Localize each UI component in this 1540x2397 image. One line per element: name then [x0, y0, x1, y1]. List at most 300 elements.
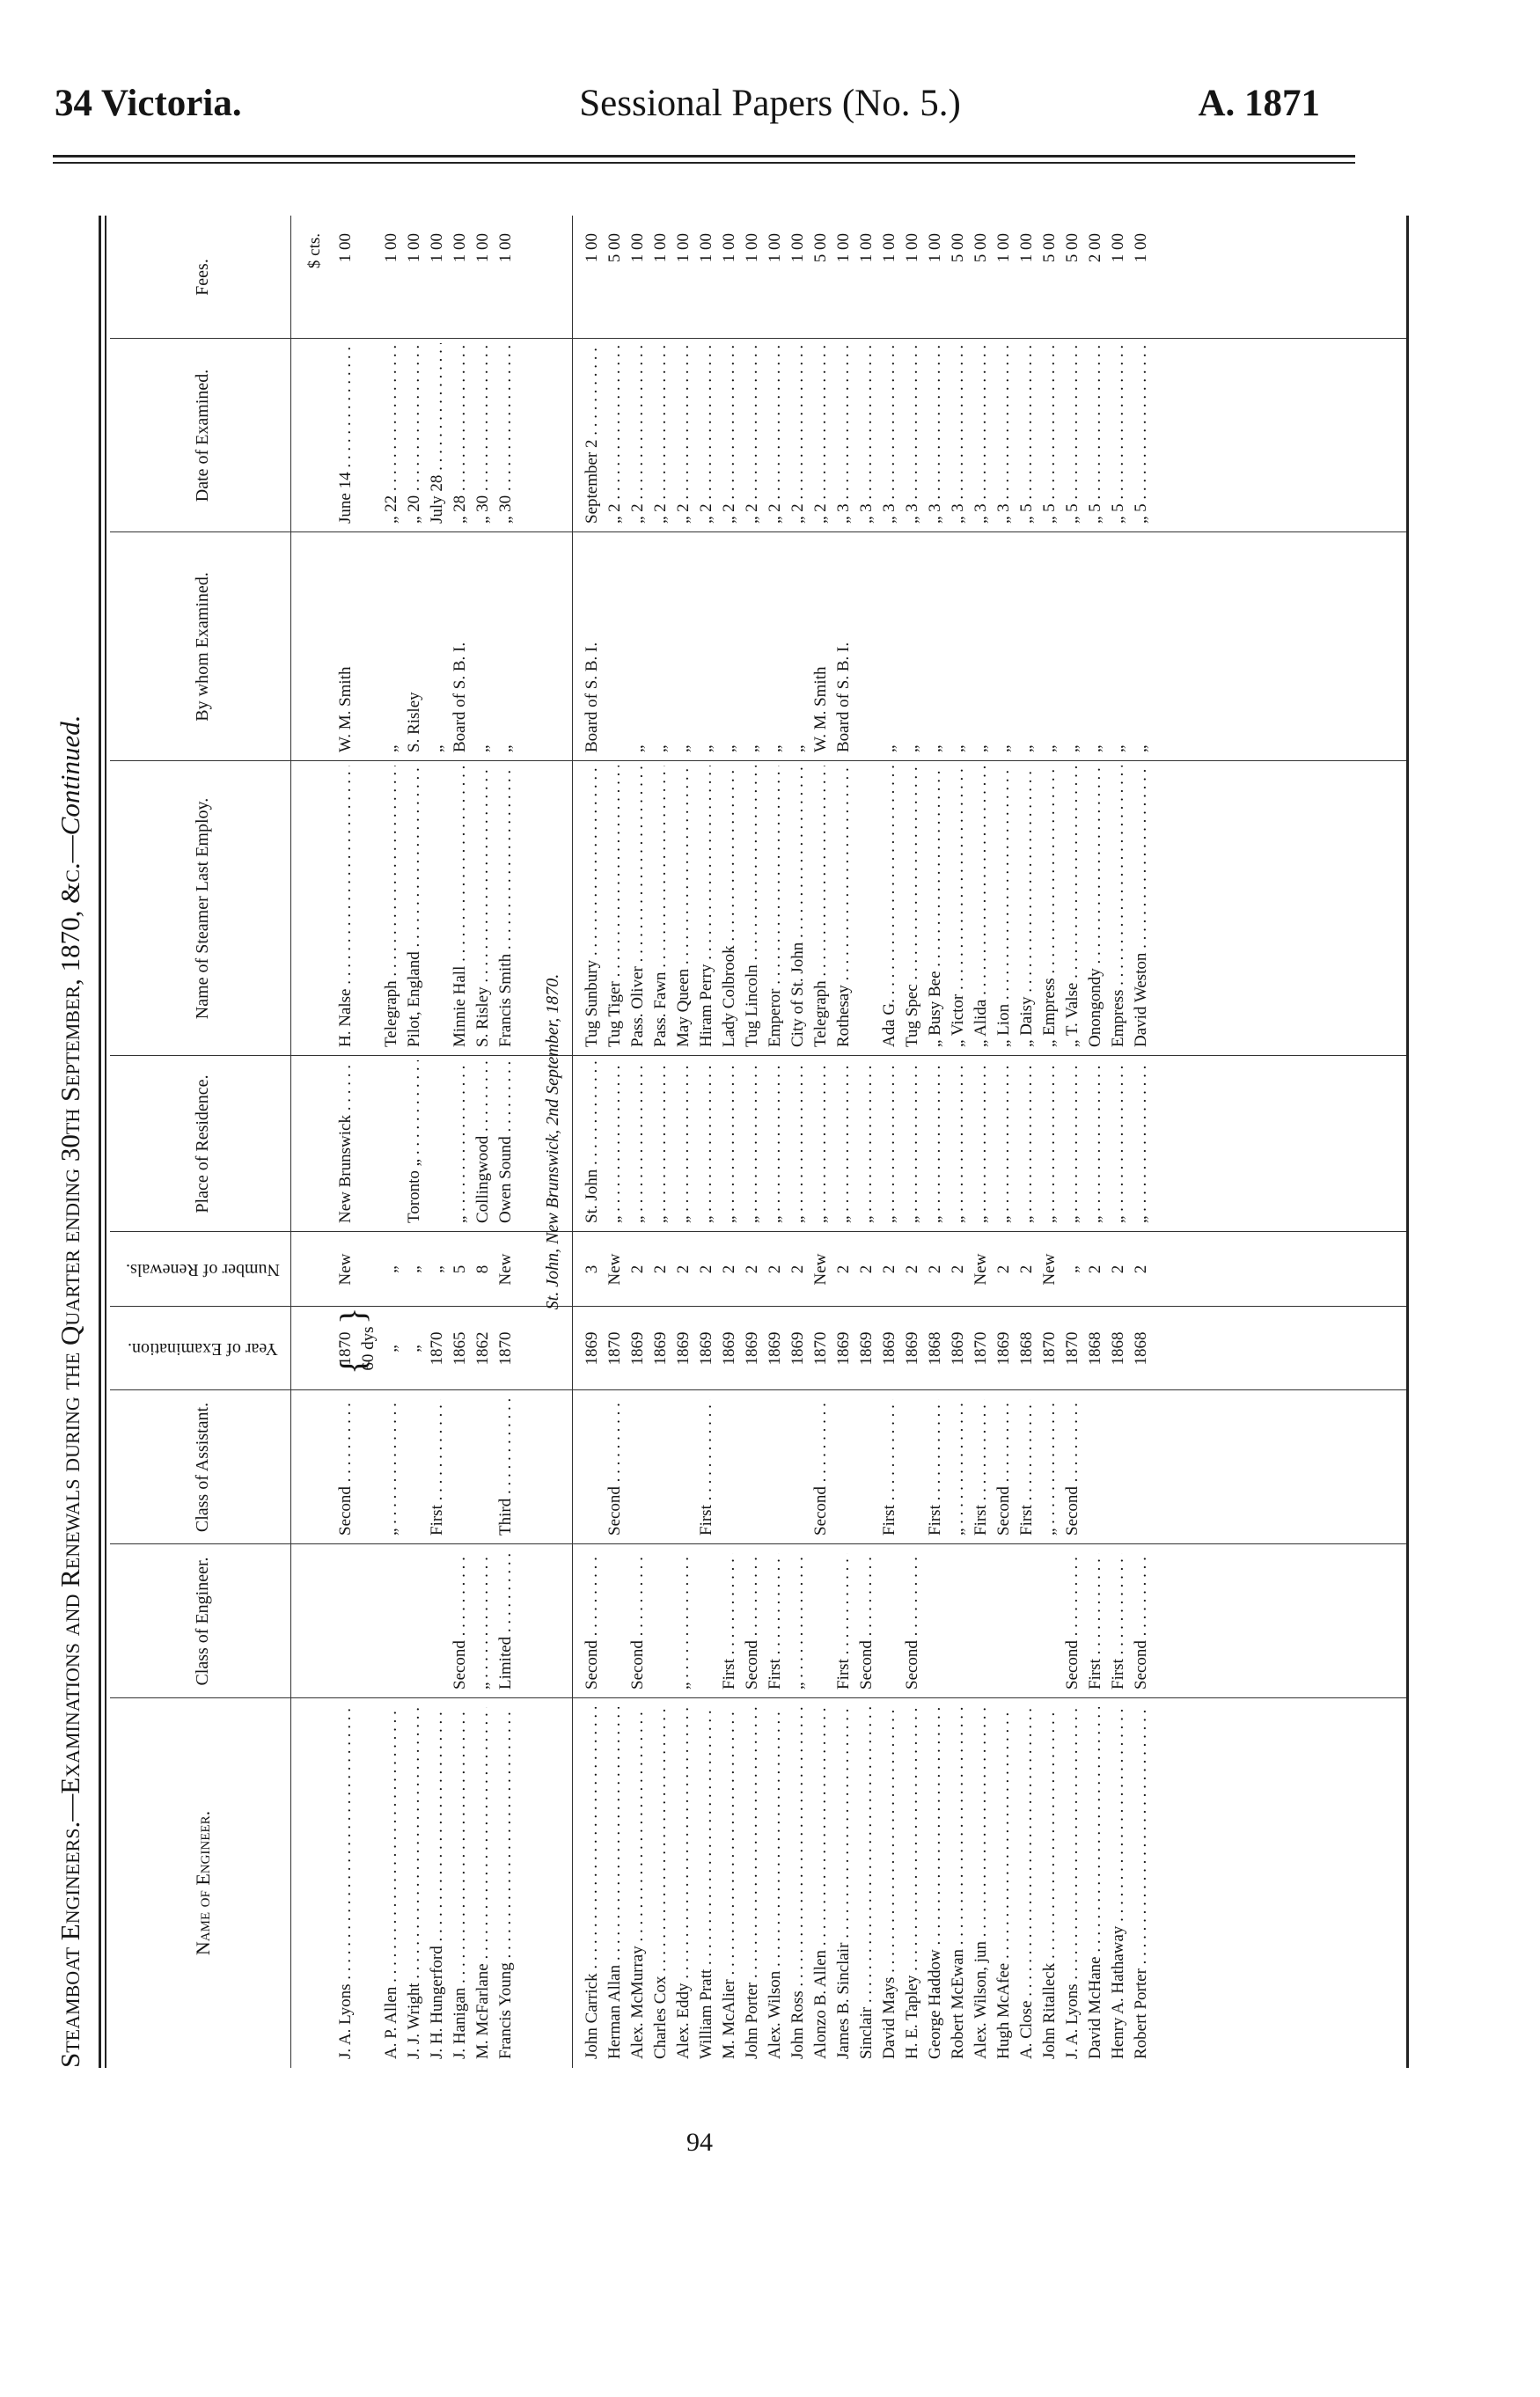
cell-examiner: [604, 537, 627, 752]
cell-residence: „ . . .: [604, 1060, 627, 1223]
table-title-text: Steamboat Engineers.—Examinations and Renewals during the Quarter ending 30th September, 1870, &c.—: [55, 835, 85, 2068]
running-header: [0, 81, 1540, 134]
cell-name: Henry A. Hathaway . . .: [1107, 1707, 1130, 2059]
cell-date: „ 3 . . .: [878, 343, 901, 524]
cell-year: 1869: [697, 1331, 715, 1366]
cell-renewals: New: [336, 1253, 355, 1286]
cell-renewals: 2: [857, 1264, 876, 1274]
cell-examiner: „: [1132, 744, 1150, 752]
cell-name: Charles Cox . . .: [649, 1707, 672, 2059]
cell-residence: „ . . .: [672, 1060, 695, 1223]
cell-fees: 1 00: [451, 233, 469, 263]
table-row: [787, 216, 810, 2068]
cell-class-assistant: [901, 1399, 924, 1536]
cell-residence: „ . . .: [1016, 1060, 1038, 1223]
cell-renewals: 8: [473, 1264, 492, 1274]
cell-residence: „ . . .: [878, 1060, 901, 1223]
cell-date: „ 2 . . .: [695, 343, 718, 524]
cell-renewals: „: [405, 1265, 423, 1273]
cell-class-assistant: Second . . .: [993, 1399, 1016, 1536]
cell-steamer: S. Risley . . .: [472, 766, 495, 1047]
cell-year: 1868: [1109, 1331, 1127, 1366]
cell-fees: 1 00: [1132, 233, 1150, 263]
cell-residence: „ . . .: [970, 1060, 993, 1223]
cell-class-assistant: Second . . .: [810, 1399, 832, 1536]
cell-date: „ 28 . . .: [449, 343, 472, 524]
cell-examiner: „: [903, 744, 921, 752]
table-row: [1061, 216, 1084, 2068]
cell-residence: New Brunswick . . .: [334, 1060, 357, 1223]
table-row: [718, 216, 741, 2068]
cell-class-assistant: [1084, 1399, 1107, 1536]
cell-class-engineer: [426, 1553, 449, 1690]
table-row: [810, 216, 832, 2068]
cell-residence: „ . . .: [764, 1060, 787, 1223]
cell-date: „ 5 . . .: [1107, 343, 1130, 524]
cell-residence: „ . . .: [649, 1060, 672, 1223]
cell-name: Hugh McAfee . . .: [993, 1707, 1016, 2059]
cell-date: „ 22 . . .: [380, 343, 403, 524]
cell-residence: „ . . .: [947, 1060, 970, 1223]
col-header-fees: Fees.: [192, 259, 212, 296]
cell-class-engineer: First . . .: [1107, 1553, 1130, 1690]
cell-year: 1865: [451, 1331, 469, 1366]
cell-examiner: „: [743, 744, 761, 752]
cell-residence: „ . . .: [1038, 1060, 1061, 1223]
cell-name: John Carrick . . .: [581, 1707, 604, 2059]
cell-class-assistant: [403, 1399, 426, 1536]
col-header-name: Name of Engineer.: [191, 1810, 214, 1956]
cell-name: David McHane . . .: [1084, 1707, 1107, 2059]
cell-renewals: [357, 1236, 380, 1302]
cell-class-assistant: [741, 1399, 764, 1536]
cell-examiner: „: [994, 744, 1013, 752]
cell-year: 1870: [972, 1331, 990, 1366]
col-header-class-assistant: Class of Assistant.: [192, 1402, 212, 1533]
cell-class-assistant: [449, 1399, 472, 1536]
table-bottom-rule: [1406, 216, 1409, 2068]
cell-residence: Toronto „ . . .: [403, 1060, 426, 1223]
cell-examiner: „: [473, 744, 492, 752]
cell-examiner: „: [926, 744, 944, 752]
cell-renewals: 2: [1109, 1264, 1127, 1274]
cell-examiner: „: [697, 744, 715, 752]
cell-year: 60 dys: [359, 1326, 378, 1371]
cell-name: Alex. Wilson, jun . . .: [970, 1707, 993, 2059]
cell-year: 1869: [720, 1331, 738, 1366]
cell-class-assistant: „ . . .: [1038, 1399, 1061, 1536]
cell-steamer: Tug Sunbury . . .: [581, 766, 604, 1047]
table-row: [649, 216, 672, 2068]
cell-class-engineer: First . . .: [1084, 1553, 1107, 1690]
cell-date: „ 30 . . .: [472, 343, 495, 524]
cell-steamer: „ Daisy . . .: [1016, 766, 1038, 1047]
cell-class-assistant: [718, 1399, 741, 1536]
cell-renewals: 2: [1132, 1264, 1150, 1274]
cell-date: June 14 . . .: [334, 343, 357, 524]
cell-steamer: Ada G. . . .: [878, 766, 901, 1047]
col-header-year: [114, 1307, 290, 1390]
cell-date: September 2 . . .: [581, 343, 604, 524]
header-volume: 34 Victoria.: [55, 83, 242, 124]
cell-steamer: Pilot, England . . .: [403, 766, 426, 1047]
col-header-date: Date of Examined.: [192, 369, 212, 502]
cell-renewals: 2: [1017, 1264, 1036, 1274]
table-top-rule: [99, 216, 101, 2068]
cell-examiner: W. M. Smith: [336, 666, 355, 752]
cell-class-engineer: [380, 1553, 403, 1690]
cell-residence: St. John . . .: [581, 1060, 604, 1223]
section-title: St. John, New Brunswick, 2nd September, 1870.: [543, 973, 562, 1310]
cell-steamer: Empress . . .: [1107, 766, 1130, 1047]
cell-steamer: Telegraph . . .: [810, 766, 832, 1047]
table-row: [1016, 216, 1038, 2068]
cell-date: „ 3 . . .: [970, 343, 993, 524]
cell-name: H. E. Tapley . . .: [901, 1707, 924, 2059]
cell-class-assistant: „ . . .: [380, 1399, 403, 1536]
cell-residence: Collingwood . . .: [472, 1060, 495, 1223]
cell-steamer: May Queen . . .: [672, 766, 695, 1047]
cell-steamer: Pass. Oliver . . .: [627, 766, 649, 1047]
cell-renewals: 2: [674, 1264, 693, 1274]
cell-date: „ 30 . . .: [495, 343, 517, 524]
header-rule-second: [53, 162, 1355, 164]
cell-steamer: [357, 766, 380, 1047]
cell-year: 1870: [811, 1331, 830, 1366]
cell-class-engineer: Second . . .: [449, 1553, 472, 1690]
col-header-residence: Place of Residence.: [192, 1074, 212, 1213]
cell-fees: 1 00: [473, 233, 492, 263]
cell-name: James B. Sinclair . . .: [832, 1707, 855, 2059]
cell-renewals: 5: [451, 1264, 469, 1274]
cell-renewals: 2: [788, 1264, 807, 1274]
table-row: [334, 216, 357, 2068]
cell-year: 1869: [743, 1331, 761, 1366]
cell-residence: [357, 1060, 380, 1223]
cell-class-assistant: [672, 1399, 695, 1536]
cell-fees: 2 00: [1086, 233, 1104, 263]
cell-name: A. Close . . .: [1016, 1707, 1038, 2059]
cell-year: 1869: [994, 1331, 1013, 1366]
cell-residence: „ . . .: [901, 1060, 924, 1223]
cell-class-assistant: [649, 1399, 672, 1536]
cell-date: „ 2 . . .: [764, 343, 787, 524]
cell-year: 1869: [788, 1331, 807, 1366]
table-row: [924, 216, 947, 2068]
cell-steamer: Minnie Hall . . .: [449, 766, 472, 1047]
cell-date: „ 5 . . .: [1061, 343, 1084, 524]
cell-steamer: H. Nalse . . .: [334, 766, 357, 1047]
cell-class-assistant: First . . .: [695, 1399, 718, 1536]
col-header-year-text: Year of Examination.: [127, 1339, 278, 1359]
cell-year: 1868: [1086, 1331, 1104, 1366]
cell-residence: „ . . .: [449, 1060, 472, 1223]
table-row: [1130, 216, 1153, 2068]
cell-date: „ 5 . . .: [1016, 343, 1038, 524]
cell-renewals: 2: [880, 1264, 898, 1274]
table-row: [426, 216, 449, 2068]
cell-fees: 1 00: [336, 233, 355, 263]
cell-year: 1869: [674, 1331, 693, 1366]
cell-date: „ 2 . . .: [810, 343, 832, 524]
cell-name: Alonzo B. Allen . . .: [810, 1707, 832, 2059]
cell-name: J. H. Hungerford . . .: [426, 1707, 449, 2059]
cell-class-engineer: [947, 1553, 970, 1690]
cell-year: 1870: [605, 1331, 624, 1366]
cell-class-assistant: [787, 1399, 810, 1536]
table-row: [832, 216, 855, 2068]
cell-examiner: „: [651, 744, 670, 752]
cell-class-engineer: Second . . .: [901, 1553, 924, 1690]
cell-name: J. A. Lyons . . .: [334, 1707, 357, 2059]
cell-class-engineer: Second . . .: [855, 1553, 878, 1690]
cell-year: 1870: [496, 1331, 515, 1366]
cell-renewals: 2: [651, 1264, 670, 1274]
cell-class-engineer: [1016, 1553, 1038, 1690]
cell-examiner: „: [766, 744, 784, 752]
cell-residence: „ . . .: [695, 1060, 718, 1223]
cell-year: 1869: [583, 1331, 601, 1366]
cell-name: Alex. Eddy . . .: [672, 1707, 695, 2059]
cell-class-assistant: Second . . .: [334, 1399, 357, 1536]
cell-renewals: 2: [903, 1264, 921, 1274]
cell-fees: 5 00: [605, 233, 624, 263]
cell-year: 1868: [1132, 1331, 1150, 1366]
cell-date: „ 3 . . .: [993, 343, 1016, 524]
cell-class-engineer: [1038, 1553, 1061, 1690]
cell-examiner: „: [1109, 744, 1127, 752]
cell-examiner: „: [788, 744, 807, 752]
cell-name: Robert McEwan . . .: [947, 1707, 970, 2059]
cell-class-assistant: [357, 1399, 380, 1536]
cell-class-engineer: [695, 1553, 718, 1690]
cell-steamer: Lady Colbrook . . .: [718, 766, 741, 1047]
cell-name: John Ross . . .: [787, 1707, 810, 2059]
cell-class-engineer: [649, 1553, 672, 1690]
header-rule: [53, 155, 1355, 158]
cell-steamer: [426, 766, 449, 1047]
cell-date: „ 5 . . .: [1038, 343, 1061, 524]
cell-class-assistant: [581, 1399, 604, 1536]
cell-steamer: City of St. John . . .: [787, 766, 810, 1047]
cell-fees: 1 00: [857, 233, 876, 263]
cell-examiner: „: [496, 744, 515, 752]
cell-date: „ 3 . . .: [901, 343, 924, 524]
cell-date: „ 2 . . .: [672, 343, 695, 524]
cell-steamer: Emperor . . .: [764, 766, 787, 1047]
cell-date: „ 5 . . .: [1084, 343, 1107, 524]
cell-residence: „ . . .: [810, 1060, 832, 1223]
cell-name: George Haddow . . .: [924, 1707, 947, 2059]
cell-date: „ 5 . . .: [1130, 343, 1153, 524]
cell-name: Robert Porter . . .: [1130, 1707, 1153, 2059]
cell-renewals: 2: [1086, 1264, 1104, 1274]
cell-class-engineer: [403, 1553, 426, 1690]
cell-examiner: „: [949, 744, 967, 752]
cell-renewals: New: [811, 1253, 830, 1286]
cell-name: William Pratt . . .: [695, 1707, 718, 2059]
fees-unit: $ cts.: [305, 233, 324, 269]
cell-name: Francis Young . . .: [495, 1707, 517, 2059]
cell-class-engineer: [970, 1553, 993, 1690]
cell-year: „: [382, 1345, 400, 1352]
cell-renewals: New: [605, 1253, 624, 1286]
table-row: [764, 216, 787, 2068]
cell-year: „: [405, 1345, 423, 1352]
cell-renewals: 2: [949, 1264, 967, 1274]
cell-steamer: Pass. Fawn . . .: [649, 766, 672, 1047]
cell-date: [357, 343, 380, 524]
cell-renewals: New: [972, 1253, 990, 1286]
table-row: [741, 216, 764, 2068]
cell-fees: 5 00: [811, 233, 830, 263]
table-row: [855, 216, 878, 2068]
cell-fees: 1 00: [697, 233, 715, 263]
cell-residence: Owen Sound . . .: [495, 1060, 517, 1223]
cell-class-assistant: [1130, 1399, 1153, 1536]
cell-renewals: „: [428, 1265, 446, 1273]
fees-unit-row: [304, 216, 326, 2068]
cell-name: [357, 1707, 380, 2059]
cell-class-assistant: [472, 1399, 495, 1536]
cell-steamer: Telegraph . . .: [380, 766, 403, 1047]
cell-fees: 5 00: [972, 233, 990, 263]
table-row: [993, 216, 1016, 2068]
cell-residence: „ . . .: [1061, 1060, 1084, 1223]
cell-class-engineer: Second . . .: [1130, 1553, 1153, 1690]
cell-year: 1869: [857, 1331, 876, 1366]
table-row: [495, 216, 517, 2068]
cell-fees: 1 00: [583, 233, 601, 263]
header-year: A. 1871: [1198, 83, 1320, 124]
cell-residence: „ . . .: [718, 1060, 741, 1223]
cell-date: „ 3 . . .: [947, 343, 970, 524]
cell-year: 1868: [1017, 1331, 1036, 1366]
cell-year: 1869: [949, 1331, 967, 1366]
cell-class-engineer: [810, 1553, 832, 1690]
cell-examiner: „: [628, 744, 647, 752]
cell-class-assistant: First . . .: [970, 1399, 993, 1536]
cell-steamer: Hiram Perry . . .: [695, 766, 718, 1047]
cell-steamer: Tug Lincoln . . .: [741, 766, 764, 1047]
cell-class-assistant: [855, 1399, 878, 1536]
cell-date: „ 2 . . .: [627, 343, 649, 524]
cell-steamer: David Weston . . .: [1130, 766, 1153, 1047]
col-header-renewals: [114, 1232, 290, 1307]
cell-examiner: „: [972, 744, 990, 752]
cell-class-engineer: Second . . .: [741, 1553, 764, 1690]
rotated-table: [53, 216, 1412, 2068]
cell-residence: „ . . .: [1084, 1060, 1107, 1223]
table-row: [472, 216, 495, 2068]
cell-year: 1869: [834, 1331, 853, 1366]
cell-date: „ 2 . . .: [787, 343, 810, 524]
cell-year: 1870: [336, 1331, 355, 1366]
table-title: [53, 216, 88, 2068]
cell-fees: 1 00: [834, 233, 853, 263]
cell-name: John Ritalleck . . .: [1038, 1707, 1061, 2059]
cell-class-engineer: [604, 1553, 627, 1690]
cell-residence: „ . . .: [855, 1060, 878, 1223]
cell-year: 1862: [473, 1331, 492, 1366]
cell-residence: „ . . .: [787, 1060, 810, 1223]
cell-class-engineer: [924, 1553, 947, 1690]
cell-examiner: S. Risley: [405, 692, 423, 752]
cell-year: 1870: [428, 1331, 446, 1366]
cell-examiner: „: [1017, 744, 1036, 752]
cell-date: „ 3 . . .: [832, 343, 855, 524]
cell-class-engineer: [357, 1553, 380, 1690]
year-brace-right: }: [333, 1307, 372, 1324]
cell-examiner: Board of S. B. I.: [583, 641, 601, 752]
cell-renewals: New: [1040, 1253, 1059, 1286]
cell-renewals: „: [1063, 1265, 1082, 1273]
cell-steamer: [855, 766, 878, 1047]
cell-class-assistant: First . . .: [426, 1399, 449, 1536]
cell-residence: „ . . .: [1130, 1060, 1153, 1223]
table-row: [1038, 216, 1061, 2068]
cell-fees: 1 00: [382, 233, 400, 263]
cell-residence: „ . . .: [1107, 1060, 1130, 1223]
cell-renewals: 2: [926, 1264, 944, 1274]
cell-name: M. McFarlane . . .: [472, 1707, 495, 2059]
cell-class-assistant: Second . . .: [604, 1399, 627, 1536]
cell-fees: 5 00: [1063, 233, 1082, 263]
cell-steamer: „ Victor . . .: [947, 766, 970, 1047]
cell-class-assistant: First . . .: [1016, 1399, 1038, 1536]
cell-fees: [357, 233, 380, 339]
cell-fees: 5 00: [949, 233, 967, 263]
cell-class-assistant: [1107, 1399, 1130, 1536]
cell-examiner: „: [674, 744, 693, 752]
cell-renewals: „: [382, 1265, 400, 1273]
cell-residence: „ . . .: [832, 1060, 855, 1223]
cell-steamer: Rothesay . . .: [832, 766, 855, 1047]
cell-date: „ 2 . . .: [741, 343, 764, 524]
cell-fees: 1 00: [628, 233, 647, 263]
table-row: [357, 216, 380, 2068]
cell-class-assistant: Third . . .: [495, 1399, 517, 1536]
cell-year: 1869: [651, 1331, 670, 1366]
cell-examiner: „: [1086, 744, 1104, 752]
cell-name: Alex. Wilson . . .: [764, 1707, 787, 2059]
cell-class-engineer: Second . . .: [581, 1553, 604, 1690]
cell-fees: 5 00: [1040, 233, 1059, 263]
table-row: [878, 216, 901, 2068]
cell-fees: 1 00: [720, 233, 738, 263]
cell-steamer: „ Busy Bee . . .: [924, 766, 947, 1047]
cell-class-assistant: [832, 1399, 855, 1536]
cell-name: David Mays . . .: [878, 1707, 901, 2059]
cell-fees: 1 00: [428, 233, 446, 263]
cell-class-engineer: Second . . .: [627, 1553, 649, 1690]
cell-name: Sinclair . . .: [855, 1707, 878, 2059]
cell-residence: [426, 1060, 449, 1223]
cell-renewals: 3: [583, 1264, 601, 1274]
col-header-renewals-text: Number of Renewals.: [125, 1260, 280, 1279]
cell-date: July 28 . . .: [426, 343, 449, 524]
cell-examiner: „: [1040, 744, 1059, 752]
cell-renewals: 2: [994, 1264, 1013, 1274]
cell-fees: 1 00: [496, 233, 515, 263]
cell-year: 1870: [1063, 1331, 1082, 1366]
table-row: [581, 216, 604, 2068]
cell-class-assistant: Second . . .: [1061, 1399, 1084, 1536]
table-top-rule-second: [105, 216, 106, 2068]
header-publication: Sessional Papers (No. 5.): [579, 83, 961, 124]
cell-fees: 1 00: [880, 233, 898, 263]
cell-fees: 1 00: [405, 233, 423, 263]
